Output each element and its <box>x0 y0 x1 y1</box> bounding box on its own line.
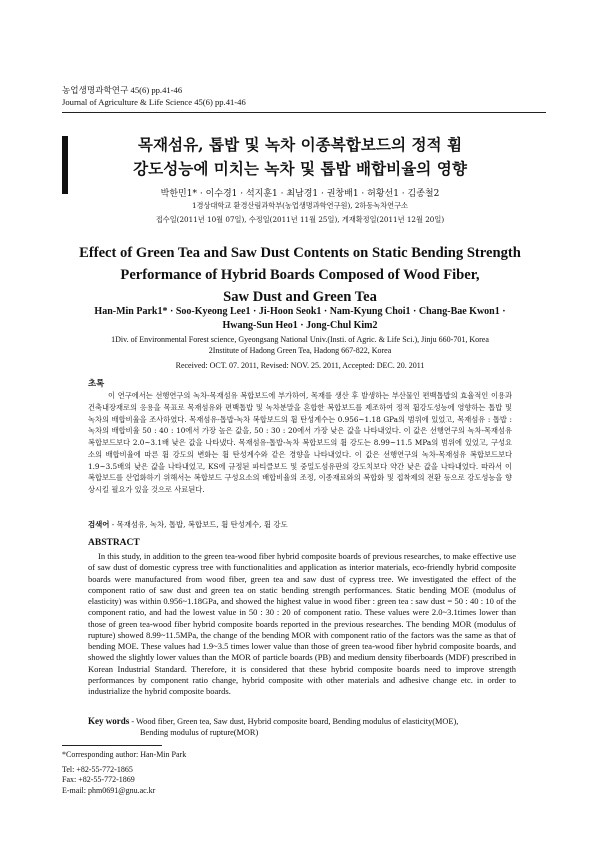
english-affiliation <box>0 334 600 356</box>
footnote <box>62 750 186 796</box>
email-link[interactable]: E-mail: phm0691@gnu.ac.kr <box>62 785 156 795</box>
english-title <box>0 242 600 308</box>
corresponding-author: *Corresponding author: Han-Min Park <box>62 750 187 759</box>
korean-keywords-label: 검색어 <box>88 520 110 529</box>
english-keywords <box>88 716 518 738</box>
journal-citation-ko: 농업생명과학연구 45(6) pp.41-46 <box>62 85 183 95</box>
english-keywords-label: Key words <box>88 716 130 726</box>
journal-header <box>62 84 246 108</box>
english-affiliation-line-2: 2Institute of Hadong Green Tea, Hadong 667-822, Korea <box>208 346 392 355</box>
korean-title-line-2: 강도성능에 미치는 녹차 및 톱밥 배합비율의 영향 <box>133 159 467 178</box>
korean-abstract: 이 연구에서는 선행연구의 녹차-목재섬유 복합보드에 부가하여, 목재를 생산 후 발생하는 부산물인 편백톱밥의 효율적인 이용과 건축내장재로의 응용을 목표로 목재섬유와 편백톱밥 및 녹차분말을 혼합한 복합보드를 제조하여 정적 휨강도성능에 영향하는 톱밥 및 녹차의 배합비율을 조사하였다. 목재섬유-톱밥-녹차 복합보드의 휨 탄성계수는 0.956~1.18 GPa의 범위에 있었고, 목재섬유 : 톱밥 : 녹차의 배합비율 50 : 40 : 10에서 가장 높은 값을, 50 : 30 : 20에서 가장 낮은 값을 나타내었다. 이 값은 선행연구의 녹차-목재섬유 복합보드보다 2.0~3.1배 낮은 값을 나타냈다. 목재섬유-톱밥-녹차 복합보드의 휨 강도는 8.99~11.5 MPa의 범위에 있었고, 구성요소의 배합비율에 따른 휨 강도의 변화는 휨 탄성계수와 같은 경향을 나타내었다. 이 값은 선행연구의 녹차-목재섬유 복합보드보다 1.9~3.5배의 낮은 값을 나타내었고, KS에 규정된 파티클보드 및 중밀도섬유판의 강도치보다 약간 낮은 값을 나타내었다. 따라서 이 복합보드를 산업화하기 위해서는 복합보드 구성요소의 배합비율의 조정, 이종재료와의 복합화 및 접착제의 전환 등으로 강도성능을 향상시킬 필요가 있을 것으로 사료된다. <box>88 391 512 494</box>
korean-dates: 접수일(2011년 10월 07일), 수정일(2011년 11월 25일), 게재확정일(2011년 12월 20일) <box>155 215 445 224</box>
english-authors <box>0 305 600 333</box>
telephone: Tel: +82-55-772-1865 <box>62 764 133 774</box>
english-dates: Received: OCT. 07. 2011, Revised: NOV. 25. 2011, Accepted: DEC. 20. 2011 <box>175 361 425 370</box>
english-authors-line-2: Hwang-Sun Heo1 · Jong-Chul Kim2 <box>222 320 378 331</box>
english-title-line-1: Effect of Green Tea and Saw Dust Contents on Static Bending Strength <box>79 245 521 261</box>
english-abstract-heading: ABSTRACT <box>88 538 140 548</box>
korean-affiliation: 1경상대학교 환경산림과학부(농업생명과학연구원), 2하동녹차연구소 <box>191 201 409 210</box>
korean-title <box>0 133 600 181</box>
journal-citation-en: Journal of Agriculture & Life Science 45(6) pp.41-46 <box>62 97 246 107</box>
header-rule <box>62 112 546 113</box>
korean-abstract-heading: 초록 <box>88 378 105 388</box>
english-keywords-line-1: - Wood fiber, Green tea, Saw dust, Hybrid composite board, Bending modulus of elasticity(MOE), <box>129 717 459 726</box>
english-abstract: In this study, in addition to the green tea-wood fiber hybrid composite boards of previous researches, to make effective use of saw dust of domestic cypress tree with functionalities and application as interior materials, eco-friendly hybrid composite boards were manufactured from wood fiber, green tea and saw dust of cypress tree. We investigated the effect of the component ratio of saw dust and green tea on static bending strength performances. Static bending MOE (modulus of elasticity) was within 0.956~1.18GPa, and showed the highest value in wood fiber : green tea : saw dust = 50 : 40 : 10 of the component ratio, and had the lowest value in 50 : 30 : 20 of component ratio. These values were 2.0~3.1times lower than those of green tea-wood fiber hybrid composite boards reported in the previous researches. The bending MOR (modulus of rupture) showed 8.99~11.5MPa, the change of the bending MOR with component ratio of the factors was the same as that of bending MOE. These values had 1.9~3.5 times lower value than those of green tea-wood fiber hybrid composite boards, and showed the slightly lower values than the MOR of particle boards (PB) and medium density fiberboards (MDF) prescribed in Korean Industrial Standard. Therefore, it is considered that these hybrid composite boards need to improve strength performances by component ratio change, hybrid composite with other materials and adhesive change etc. in order to industrialize the hybrid composite boards. <box>88 551 516 696</box>
fax: Fax: +82-55-772-1869 <box>62 775 135 784</box>
english-title-line-3: Saw Dust and Green Tea <box>223 289 377 305</box>
english-keywords-line-2: Bending modulus of rupture(MOR) <box>140 728 259 737</box>
korean-authors: 박한민1* · 이수경1 · 석지훈1 · 최남경1 · 권창배1 · 허황선1 · 김종철2 <box>160 189 440 199</box>
english-affiliation-line-1: 1Div. of Environmental Forest science, Gyeongsang National Univ.(Insti. of Agric. & Life Sci.), Jinju 660-701, Korea <box>111 335 489 344</box>
footnote-rule <box>62 745 162 746</box>
korean-title-line-1: 목재섬유, 톱밥 및 녹차 이종복합보드의 정적 휨 <box>137 135 463 154</box>
english-authors-line-1: Han-Min Park1* · Soo-Kyeong Lee1 · Ji-Hoon Seok1 · Nam-Kyung Choi1 · Chang-Bae Kwon1 · <box>94 306 506 317</box>
korean-keywords-list: - 목재섬유, 녹차, 톱밥, 복합보드, 휨 탄성계수, 휨 강도 <box>109 520 288 529</box>
english-title-line-2: Performance of Hybrid Boards Composed of Wood Fiber, <box>120 267 480 283</box>
korean-keywords <box>88 519 512 530</box>
